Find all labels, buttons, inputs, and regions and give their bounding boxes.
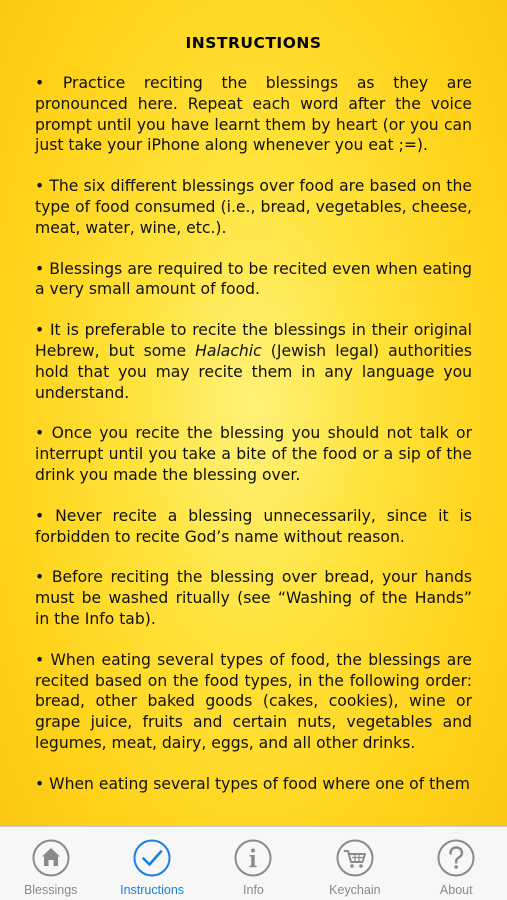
checkmark-icon	[132, 838, 172, 878]
instruction-paragraph-partial: • When eating several types of food where one of them	[35, 774, 470, 793]
tab-label: Keychain	[329, 883, 381, 897]
tab-about[interactable]	[406, 827, 507, 900]
page-title: INSTRUCTIONS	[185, 34, 322, 52]
home-icon	[31, 838, 71, 878]
instruction-paragraph: • When eating several types of food, the blessings are recited based on the food types, in the following order: bread, other baked goods (cakes, cookies), wine or grape juice, fruits and certain nuts, vegetables and legumes, meat, dairy, eggs, and all other drinks.	[35, 650, 472, 752]
instruction-paragraph: • Once you recite the blessing you should not talk or interrupt until you take a bite of the food or a sip of the drink you made the blessing over.	[35, 424, 472, 484]
tab-label: Blessings	[23, 883, 78, 897]
tab-label: Instructions	[120, 883, 185, 897]
tab-label: About	[439, 883, 473, 897]
instruction-paragraph: • Blessings are required to be recited even when eating a very small amount of food.	[35, 259, 472, 299]
paragraph-text: (Jewish legal) authorities hold that you may recite them in any language you understand.	[35, 341, 472, 402]
instruction-paragraph	[35, 320, 472, 403]
tab-blessings[interactable]	[0, 827, 101, 900]
cart-icon	[335, 838, 375, 878]
tab-label: Info	[243, 883, 264, 897]
paragraph-text: • It is preferable to recite the blessings in their original Hebrew, but some	[35, 321, 472, 360]
tab-keychain[interactable]	[304, 827, 405, 900]
instruction-paragraph: • The six different blessings over food are based on the type of food consumed (i.e., bread, vegetables, cheese, meat, water, wine, etc.).	[35, 177, 472, 237]
emphasized-term: Halachic	[195, 341, 262, 360]
instruction-paragraph: • Never recite a blessing unnecessarily, since it is forbidden to recite God’s name without reason.	[35, 506, 472, 546]
info-icon	[233, 838, 273, 878]
instruction-paragraph: • Before reciting the blessing over bread, your hands must be washed ritually (see “Washing of the Hands” in the Info tab).	[35, 568, 472, 628]
instruction-paragraph: • Practice reciting the blessings as they are pronounced here. Repeat each word after the voice prompt until you have learnt them by heart (or you can just take your iPhone along whenever you eat ;=).	[35, 74, 472, 155]
tab-info[interactable]	[203, 827, 304, 900]
question-icon	[436, 838, 476, 878]
tab-bar	[0, 826, 507, 900]
tab-instructions[interactable]	[102, 827, 203, 900]
